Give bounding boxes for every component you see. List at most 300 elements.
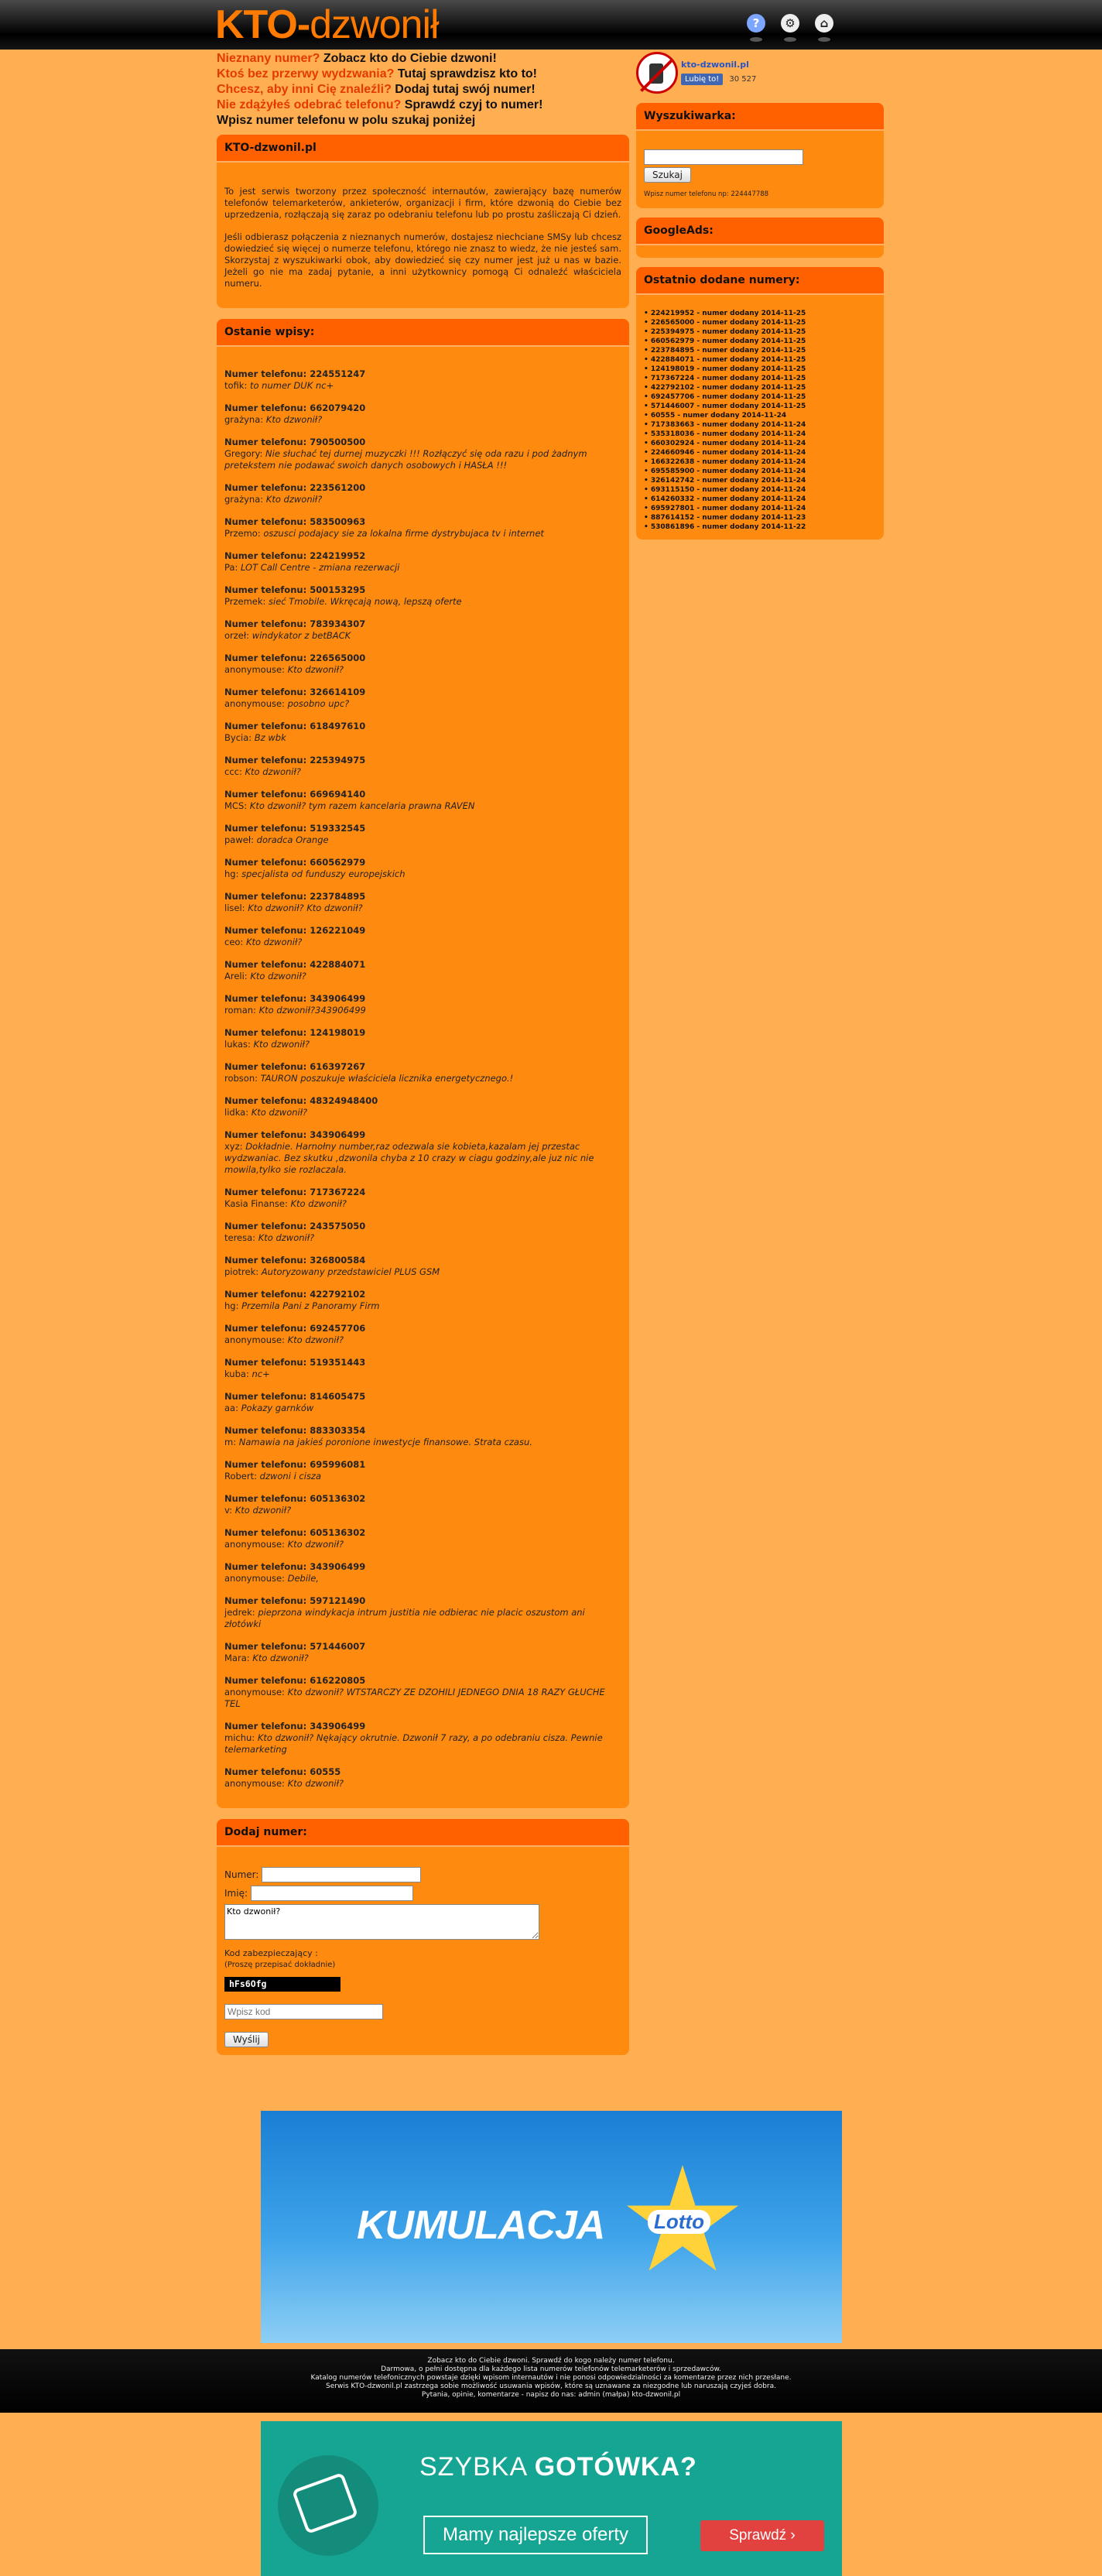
entry-message: Kto dzwonił? (253, 1039, 310, 1050)
entry-author: grażyna: (224, 414, 264, 425)
entry-author: orzeł: (224, 630, 250, 641)
entry-author: hg: (224, 868, 239, 879)
entry-number[interactable]: Numer telefonu: 814605475 (224, 1391, 366, 1402)
entry-author: anonymouse: (224, 1573, 285, 1584)
promo-answer: Zobacz kto do Ciebie dzwoni! (323, 52, 497, 65)
right-column (636, 51, 884, 540)
entry-comment (224, 937, 621, 948)
home-icon[interactable]: ⌂ (815, 14, 833, 33)
entry-message: Kto dzwonił?343906499 (258, 1005, 366, 1016)
entry-author: kuba: (224, 1368, 249, 1379)
entry-comment (224, 1403, 621, 1414)
gear-icon[interactable]: ⚙ (781, 14, 799, 33)
entry-number[interactable]: Numer telefonu: 124198019 (224, 1027, 366, 1038)
search-box (636, 103, 884, 208)
intro-title: KTO-dzwonil.pl (217, 135, 629, 163)
entry-author: roman: (224, 1005, 256, 1016)
entry-author: Gregory: (224, 448, 263, 459)
entry-number[interactable]: Numer telefonu: 225394975 (224, 755, 366, 766)
promo-line (217, 67, 629, 82)
promo-lines (217, 51, 629, 128)
entry-item (224, 1027, 621, 1050)
entry-message: Kto dzwonił? (258, 1232, 315, 1243)
entry-author: grażyna: (224, 494, 264, 505)
promo-line (217, 98, 629, 113)
recent-number-link[interactable]: • 660302924 - numer dodany 2014-11-24 (644, 439, 876, 448)
entry-message: Kto dzwonił? WTSTARCZY ZE DZOHILI JEDNEGO DNIA 18 RAZY GŁUCHE TEL (224, 1687, 605, 1709)
entry-comment (224, 1732, 621, 1756)
recent-number-link[interactable]: • 422884071 - numer dodany 2014-11-25 (644, 355, 876, 365)
footer-line: Pytania, opinie, komentarze - napisz do nas: admin (małpa) kto-dzwonil.pl (421, 2391, 681, 2399)
entry-author: anonymouse: (224, 1687, 285, 1697)
entry-item (224, 653, 621, 676)
comment-textarea[interactable] (224, 1904, 539, 1940)
name-input[interactable] (251, 1886, 413, 1901)
captcha-label: Kod zabezpieczający : (224, 1948, 318, 1958)
recent-number-link[interactable]: • 660562979 - numer dodany 2014-11-25 (644, 337, 876, 346)
entry-number[interactable]: Numer telefonu: 226565000 (224, 653, 366, 663)
entry-comment (224, 1573, 621, 1584)
entry-item (224, 402, 621, 426)
search-input[interactable] (644, 149, 803, 165)
recent-number-link[interactable]: • 614260332 - numer dodany 2014-11-24 (644, 495, 876, 504)
entry-item (224, 823, 621, 846)
recent-number-link[interactable]: • 695585900 - numer dodany 2014-11-24 (644, 467, 876, 476)
top-bar (0, 0, 1102, 50)
cash-banner-title (419, 2452, 697, 2482)
entry-item (224, 1187, 621, 1210)
entry-author: lidka: (224, 1107, 249, 1118)
entry-message: Kto dzwonił? (287, 1778, 344, 1789)
captcha-image: hFs6Ofg (224, 1977, 341, 1992)
entry-number[interactable]: Numer telefonu: 616220805 (224, 1675, 366, 1686)
entry-message: posobno upc? (287, 698, 350, 709)
entry-message: oszusci podajacy sie za lokalna firme dystrybujaca tv i internet (263, 528, 544, 539)
recent-number-link[interactable]: • 530861896 - numer dodany 2014-11-22 (644, 522, 876, 532)
entry-item (224, 516, 621, 540)
entry-comment (224, 528, 621, 540)
site-logo[interactable] (215, 3, 439, 46)
entry-item (224, 1493, 621, 1516)
recent-number-link[interactable]: • 223784895 - numer dodany 2014-11-25 (644, 346, 876, 355)
entry-item (224, 437, 621, 471)
lotto-brand: Lotto (648, 2210, 710, 2234)
entry-comment (224, 596, 621, 608)
entry-comment (224, 414, 621, 426)
entry-number[interactable]: Numer telefonu: 500153295 (224, 584, 366, 595)
entry-message: Kto dzwonił? Kto dzwonił? (248, 903, 363, 913)
search-body (636, 131, 884, 208)
entry-number[interactable]: Numer telefonu: 223561200 (224, 482, 366, 493)
number-input[interactable] (262, 1867, 421, 1882)
entry-item (224, 1129, 621, 1176)
entry-comment (224, 1005, 621, 1016)
lotto-banner-text: KUMULACJA (357, 2203, 605, 2248)
entry-number[interactable]: Numer telefonu: 126221049 (224, 925, 366, 936)
entry-number[interactable]: Numer telefonu: 717367224 (224, 1187, 366, 1197)
entry-item (224, 584, 621, 608)
entry-comment (224, 1368, 621, 1380)
entry-message: Debile, (287, 1573, 319, 1584)
entry-message: windykator z betBACK (252, 630, 351, 641)
add-number-title: Dodaj numer: (217, 1819, 629, 1847)
entry-message: Kto dzwonił? (265, 414, 323, 425)
entry-author: michu: (224, 1732, 255, 1743)
entry-number[interactable]: Numer telefonu: 605136302 (224, 1493, 366, 1504)
entry-author: MCS: (224, 800, 248, 811)
entry-number[interactable]: Numer telefonu: 343906499 (224, 1561, 366, 1572)
entry-number[interactable]: Numer telefonu: 343906499 (224, 1721, 366, 1732)
entry-author: xyz: (224, 1141, 243, 1152)
entry-number[interactable]: Numer telefonu: 224551247 (224, 368, 366, 379)
entry-author: Mara: (224, 1653, 250, 1663)
entry-message: Kto dzwonił? (252, 1653, 309, 1663)
help-icon[interactable]: ? (747, 14, 765, 33)
footer-line: Zobacz kto do Ciebie dzwoni. Sprawdź do kogo należy numer telefonu. (427, 2357, 675, 2365)
entry-comment (224, 562, 621, 574)
entry-message: pieprzona windykacja intrum justitia nie odbierac nie placic oszustom ani złotówki (224, 1607, 585, 1629)
facebook-info (681, 60, 756, 85)
entry-author: Robert: (224, 1471, 257, 1482)
entry-comment (224, 1266, 621, 1278)
entry-item (224, 891, 621, 914)
entry-author: hg: (224, 1300, 239, 1311)
entry-item (224, 1766, 621, 1790)
entry-author: v: (224, 1505, 233, 1516)
entry-item (224, 1391, 621, 1414)
entry-item (224, 1255, 621, 1278)
entry-message: Kto dzwonił? (245, 937, 303, 947)
entry-author: teresa: (224, 1232, 256, 1243)
cash-banner[interactable] (261, 2421, 842, 2576)
recent-number-link[interactable]: • 60555 - numer dodany 2014-11-24 (644, 411, 876, 420)
facebook-widget (636, 51, 884, 94)
cash-title-light: SZYBKA (419, 2452, 527, 2482)
entry-comment (224, 766, 621, 778)
entry-number[interactable]: Numer telefonu: 660562979 (224, 857, 366, 868)
cash-check-button[interactable]: Sprawdź › (700, 2520, 824, 2551)
lotto-banner[interactable] (261, 2111, 842, 2343)
entry-message: Kto dzwonił? Nękający okrutnie. Dzwonił 7 razy, a po odebraniu cisza. Pewnie telemarketing (224, 1732, 603, 1755)
entry-comment (224, 868, 621, 880)
entry-number[interactable]: Numer telefonu: 519332545 (224, 823, 366, 834)
promo-question: Chcesz, aby inni Cię znaleźli? (217, 83, 392, 96)
entry-comment (224, 1778, 621, 1790)
recent-number-link[interactable]: • 124198019 - numer dodany 2014-11-25 (644, 365, 876, 374)
entry-item (224, 1459, 621, 1482)
entry-item (224, 1221, 621, 1244)
entry-message: Kto dzwonił? (245, 766, 301, 777)
entry-message: specjalista od funduszy europejskich (241, 868, 406, 879)
entry-comment (224, 903, 621, 914)
recent-number-link[interactable]: • 422792102 - numer dodany 2014-11-25 (644, 383, 876, 392)
entry-author: aa: (224, 1403, 238, 1413)
entry-number[interactable]: Numer telefonu: 243575050 (224, 1221, 366, 1231)
recent-list (644, 309, 876, 532)
entry-comment (224, 698, 621, 710)
entry-message: TAURON poszukuje właściciela licznika energetycznego.! (260, 1073, 514, 1084)
entry-item (224, 1641, 621, 1664)
entry-message: Kto dzwonił? (234, 1505, 292, 1516)
googleads-title: GoogleAds: (636, 218, 884, 245)
intro-paragraph-1: To jest serwis tworzony przez społeczność internautów, zawierający bazę numerów telefonów telemarketerów, ankieterów, organizacji i firm, które dzwonią do Ciebie bez uprzedzenia, rozłączają się zaraz po odebraniu telefonu lub po prostu zaśliczają Ci dzień. (224, 186, 621, 220)
entry-item (224, 721, 621, 744)
intro-paragraph-2: Jeśli odbierasz połączenia z nieznanych numerów, dostajesz niechciane SMSy lub chcesz dowiedzieć się więcej o numerze telefonu, którego nie znasz to wiedz, że nie jesteś sam. Skorzystaj z wyszukiwarki obok, aby dowiedzieć się czy numer jest już u nas w bazie. Jeżeli go nie ma zadaj pytanie, a inni użytkownicy pomogą Ci odnaleźć właściciela numeru. (224, 231, 621, 289)
entry-author: m: (224, 1437, 237, 1447)
facebook-like-button[interactable]: Lubię to! (681, 74, 723, 85)
entries-title: Ostanie wpisy: (217, 319, 629, 347)
entry-message: to numer DUK nc+ (249, 380, 334, 391)
entry-comment (224, 1687, 621, 1710)
entry-item (224, 1289, 621, 1312)
entry-comment (224, 494, 621, 505)
entry-comment (224, 1232, 621, 1244)
entry-number[interactable]: Numer telefonu: 583500963 (224, 516, 366, 527)
footer-line: Darmowa, o pełni dostępna dla każdego lista numerów telefonów telemarketerów i sprzedawców. (381, 2365, 721, 2373)
entry-comment (224, 664, 621, 676)
entry-item (224, 789, 621, 812)
entry-author: anonymouse: (224, 698, 285, 709)
search-hint: Wpisz numer telefonu np: 224447788 (644, 190, 769, 198)
entry-number[interactable]: Numer telefonu: 422884071 (224, 959, 366, 970)
entry-item (224, 687, 621, 710)
entry-comment (224, 834, 621, 846)
entry-author: Kasia Finanse: (224, 1198, 288, 1209)
entry-number[interactable]: Numer telefonu: 224219952 (224, 550, 366, 561)
entry-item (224, 1527, 621, 1550)
entry-message: Kto dzwonił? (250, 971, 306, 981)
footer-line: Katalog numerów telefonicznych powstaje dzięki wpisom internautów i nie ponosi odpowiedzialności za komentarze przez nich przesłane. (310, 2374, 792, 2382)
search-title: Wyszukiwarka: (636, 103, 884, 131)
entry-message: Nie słuchać tej durnej muzyczki !!! Rozłączyć się oda razu i pod żadnym pretekstem nie podawać swoich danych osobowych i HASŁA !!! (224, 448, 587, 471)
entry-message: Przemila Pani z Panoramy Firm (241, 1300, 380, 1311)
facebook-page-link[interactable]: kto-dzwonil.pl (681, 60, 749, 70)
entry-item (224, 1675, 621, 1710)
entry-number[interactable]: Numer telefonu: 883303354 (224, 1425, 366, 1436)
entry-number[interactable]: Numer telefonu: 343906499 (224, 993, 366, 1004)
footer-line: Serwis KTO-dzwonil.pl zastrzega sobie możliwość usuwania wpisów, które są uznawane za niezgodne lub naruszają czyjeś dobra. (326, 2382, 776, 2390)
number-row (224, 1867, 621, 1882)
number-label: Numer: (224, 1869, 259, 1880)
entry-comment (224, 1539, 621, 1550)
entry-message: nc+ (252, 1368, 270, 1379)
recent-number-link[interactable]: • 535318036 - numer dodany 2014-11-24 (644, 430, 876, 439)
entry-author: ceo: (224, 937, 244, 947)
captcha-input[interactable] (224, 2004, 383, 2019)
recent-box (636, 267, 884, 540)
logo-kto: KTO- (215, 2, 310, 47)
entry-author: anonymouse: (224, 1334, 285, 1345)
entry-message: dzwoni i cisza (259, 1471, 322, 1482)
logo-dzwonil: dzwonił (310, 2, 439, 47)
code-row (224, 2004, 621, 2019)
entry-message: doradca Orange (256, 834, 329, 845)
intro-box (217, 135, 629, 308)
left-column (217, 51, 629, 2055)
entry-item (224, 1061, 621, 1084)
entry-item (224, 1425, 621, 1448)
entry-comment (224, 1437, 621, 1448)
entry-item (224, 925, 621, 948)
entry-author: anonymouse: (224, 1778, 285, 1789)
promo-question: Ktoś bez przerwy wydzwania? (217, 67, 395, 80)
entry-author: ccc: (224, 766, 242, 777)
entry-number[interactable]: Numer telefonu: 326800584 (224, 1255, 366, 1266)
entry-number[interactable]: Numer telefonu: 605136302 (224, 1527, 366, 1538)
entry-item (224, 993, 621, 1016)
recent-number-link[interactable]: • 695927801 - numer dodany 2014-11-24 (644, 504, 876, 513)
recent-number-link[interactable]: • 326142742 - numer dodany 2014-11-24 (644, 476, 876, 485)
recent-number-link[interactable]: • 224660946 - numer dodany 2014-11-24 (644, 448, 876, 457)
cash-title-bold: GOTÓWKA? (534, 2452, 697, 2482)
promo-answer: Dodaj tutaj swój numer! (395, 83, 536, 96)
entry-number[interactable]: Numer telefonu: 326614109 (224, 687, 366, 697)
promo-line (217, 113, 629, 128)
recent-number-link[interactable]: • 693115150 - numer dodany 2014-11-24 (644, 485, 876, 495)
entries-box (217, 319, 629, 1808)
entry-number[interactable]: Numer telefonu: 616397267 (224, 1061, 366, 1072)
entry-item (224, 1561, 621, 1584)
recent-number-link[interactable]: • 166322638 - numer dodany 2014-11-24 (644, 457, 876, 467)
entry-number[interactable]: Numer telefonu: 790500500 (224, 437, 366, 447)
entry-author: tofik: (224, 380, 248, 391)
submit-button[interactable]: Wyślij (224, 2032, 269, 2047)
entry-comment (224, 1141, 621, 1176)
entry-number[interactable]: Numer telefonu: 48324948400 (224, 1095, 378, 1106)
recent-body (636, 295, 884, 540)
entry-message: Kto dzwonił? (251, 1107, 308, 1118)
top-icons (747, 14, 833, 33)
entry-comment (224, 1505, 621, 1516)
name-row (224, 1886, 621, 1901)
recent-number-link[interactable]: • 225394975 - numer dodany 2014-11-25 (644, 327, 876, 337)
entry-number[interactable]: Numer telefonu: 519351443 (224, 1357, 366, 1368)
entry-comment (224, 1471, 621, 1482)
entry-comment (224, 800, 621, 812)
entry-item (224, 618, 621, 642)
intro-body (217, 163, 629, 308)
entry-message: Dokładnie. Harnołny number,raz odezwala sie kobieta,kazalam jej przestac wydzwaniac. Bez skutku ,dzwonila chyba z 10 crazy w ciagu godziny,ale juz nic nie mowila,tylko sie rozlaczala. (224, 1141, 594, 1175)
entry-message: Bz wbk (254, 732, 286, 743)
recent-number-link[interactable]: • 224219952 - numer dodany 2014-11-25 (644, 309, 876, 318)
entry-message: Kto dzwonił? tym razem kancelaria prawna RAVEN (249, 800, 475, 811)
promo-question: Nie zdążyłeś odebrać telefonu? (217, 98, 402, 111)
entry-message: Pokazy garnków (241, 1403, 314, 1413)
captcha-hint: (Proszę przepisać dokładnie) (224, 1961, 336, 1969)
no-calls-icon (636, 52, 678, 94)
entry-number[interactable]: Numer telefonu: 343906499 (224, 1129, 366, 1140)
entry-item (224, 1721, 621, 1756)
cash-offer-box[interactable]: Mamy najlepsze oferty (423, 2516, 648, 2554)
entry-number[interactable]: Numer telefonu: 223784895 (224, 891, 366, 902)
entry-author: Przemo: (224, 528, 261, 539)
entry-message: Kto dzwonił? (265, 494, 323, 505)
entry-number[interactable]: Numer telefonu: 783934307 (224, 618, 366, 629)
recent-number-link[interactable]: • 717367224 - numer dodany 2014-11-25 (644, 374, 876, 383)
entry-number[interactable]: Numer telefonu: 571446007 (224, 1641, 366, 1652)
recent-title: Ostatnio dodane numery: (636, 267, 884, 295)
entry-comment (224, 380, 621, 392)
googleads-box (636, 218, 884, 258)
googleads-body (636, 245, 884, 258)
entry-number[interactable]: Numer telefonu: 60555 (224, 1766, 341, 1777)
entry-comment (224, 1107, 621, 1118)
entry-author: anonymouse: (224, 664, 285, 675)
promo-question: Nieznany numer? (217, 52, 320, 65)
entry-comment (224, 732, 621, 744)
entry-number[interactable]: Numer telefonu: 692457706 (224, 1323, 366, 1334)
entry-author: jedrek: (224, 1607, 255, 1618)
entry-comment (224, 1607, 621, 1630)
name-label: Imię: (224, 1888, 248, 1899)
entry-comment (224, 1039, 621, 1050)
entry-item (224, 959, 621, 982)
entry-item (224, 1595, 621, 1630)
recent-number-link[interactable]: • 571446007 - numer dodany 2014-11-25 (644, 402, 876, 411)
recent-number-link[interactable]: • 226565000 - numer dodany 2014-11-25 (644, 318, 876, 327)
entry-message: LOT Call Centre - zmiana rezerwacji (241, 562, 400, 573)
entry-message: Kto dzwonił? (287, 1539, 344, 1550)
entry-author: paweł: (224, 834, 254, 845)
entry-author: Bycia: (224, 732, 252, 743)
entry-item (224, 550, 621, 574)
entry-item (224, 1323, 621, 1346)
entry-author: Areli: (224, 971, 248, 981)
entry-author: lukas: (224, 1039, 251, 1050)
entry-comment (224, 971, 621, 982)
entry-author: Przemek: (224, 596, 266, 607)
entry-item (224, 755, 621, 778)
promo-answer: Sprawdź czyj to numer! (404, 98, 543, 111)
entry-author: anonymouse: (224, 1539, 285, 1550)
add-number-form (217, 1847, 629, 2055)
entry-number[interactable]: Numer telefonu: 662079420 (224, 402, 366, 413)
entry-comment (224, 1073, 621, 1084)
entry-item (224, 368, 621, 392)
entry-comment (224, 1334, 621, 1346)
add-number-box (217, 1819, 629, 2055)
entry-item (224, 857, 621, 880)
entry-message: Kto dzwonił? (287, 664, 344, 675)
entry-number[interactable]: Numer telefonu: 669694140 (224, 789, 366, 800)
entry-number[interactable]: Numer telefonu: 618497610 (224, 721, 366, 731)
recent-number-link[interactable]: • 717383663 - numer dodany 2014-11-24 (644, 420, 876, 430)
promo-answer: Wpisz numer telefonu w polu szukaj poniżej (217, 114, 476, 127)
facebook-like-count: 30 527 (729, 75, 757, 84)
entry-message: Kto dzwonił? (290, 1198, 347, 1209)
entry-number[interactable]: Numer telefonu: 597121490 (224, 1595, 366, 1606)
search-button[interactable]: Szukaj (644, 167, 691, 183)
entry-comment (224, 1300, 621, 1312)
entry-item (224, 1095, 621, 1118)
entries-list (217, 347, 629, 1808)
recent-number-link[interactable]: • 887614152 - numer dodany 2014-11-23 (644, 513, 876, 522)
submit-row (224, 2032, 621, 2047)
entry-author: Pa: (224, 562, 238, 573)
entry-message: sieć Tmobile. Wkręcają nową, lepszą oferte (269, 596, 462, 607)
entry-message: Namawia na jakieś poronione inwestycje finansowe. Strata czasu. (238, 1437, 532, 1447)
recent-number-link[interactable]: • 692457706 - numer dodany 2014-11-25 (644, 392, 876, 402)
entry-author: lisel: (224, 903, 245, 913)
promo-line (217, 82, 629, 98)
entry-author: robson: (224, 1073, 258, 1084)
entry-number[interactable]: Numer telefonu: 422792102 (224, 1289, 366, 1300)
footer (0, 2349, 1102, 2413)
entry-number[interactable]: Numer telefonu: 695996081 (224, 1459, 366, 1470)
promo-line (217, 51, 629, 67)
entry-comment (224, 1198, 621, 1210)
entry-item (224, 1357, 621, 1380)
